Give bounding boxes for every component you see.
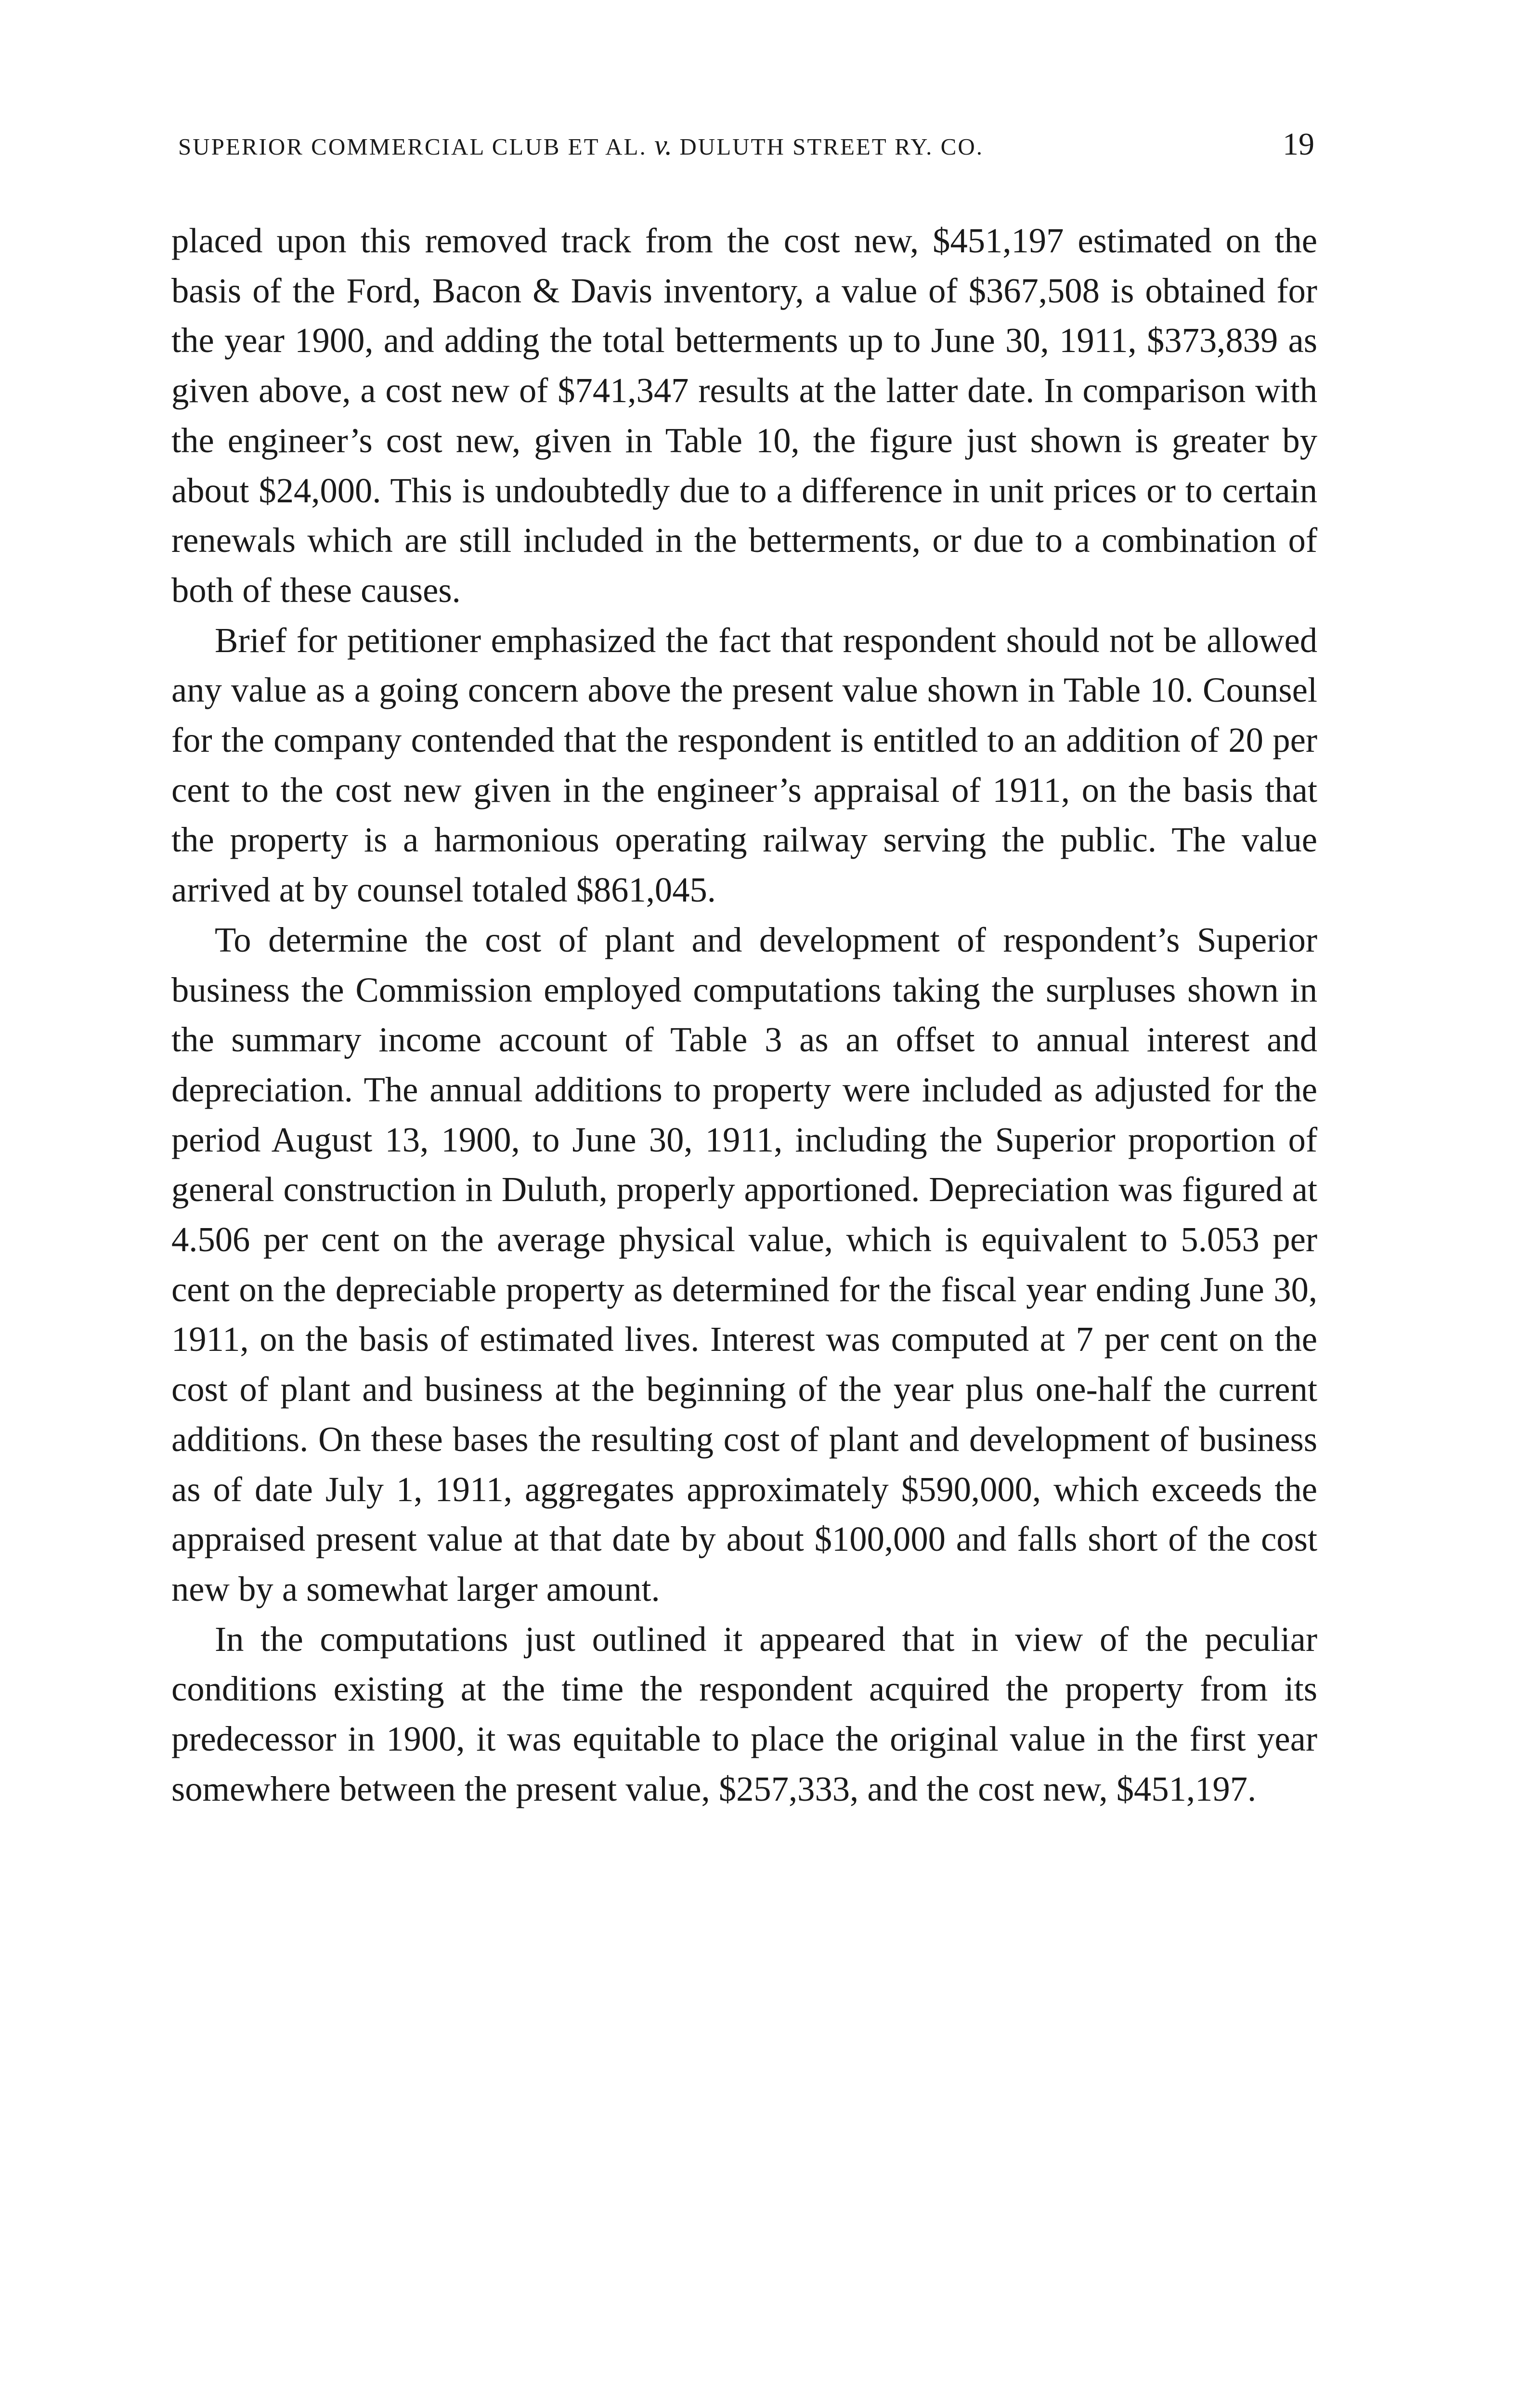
- paragraph-3: To determine the cost of plant and development of respondent’s Superior business the Commission employed computations taking the surpluses shown in the summary income account of Table 3 as an offset to annual interest and depreciation. The annual additions to property were included as adjusted for the period August 13, 1900, to June 30, 1911, including the Superior proportion of general construction in Duluth, properly apportioned. Depreciation was figured at 4.506 per cent on the average physical value, which is equivalent to 5.053 per cent on the depreciable property as determined for the fiscal year ending June 30, 1911, on the basis of estimated lives. Interest was computed at 7 per cent on the cost of plant and business at the beginning of the year plus one-half the current additions. On these bases the resulting cost of plant and development of business as of date July 1, 1911, aggregates approximately $590,000, which exceeds the appraised present value at that date by about $100,000 and falls short of the cost new by a somewhat larger amount.: [171, 920, 1317, 1609]
- title-part-2: DULUTH STREET RY. CO.: [672, 133, 984, 160]
- paragraph-1: placed upon this removed track from the cost new, $451,197 estimated on the basis of the Ford, Bacon & Davis inventory, a value of $367,508 is obtained for the year 1900, and adding the total betterments up to June 30, 1911, $373,839 as given above, a cost new of $741,347 results at the latter date. In comparison with the engineer’s cost new, given in Table 10, the figure just shown is greater by about $24,000. This is undoubtedly due to a difference in unit prices or to certain renewals which are still included in the betterments, or due to a combination of both of these causes.: [171, 221, 1317, 610]
- running-head: [178, 126, 1314, 174]
- title-part-1: SUPERIOR COMMERCIAL CLUB ET AL.: [178, 133, 654, 160]
- page-number: 19: [1283, 127, 1314, 162]
- title-versus: v.: [654, 129, 673, 161]
- running-head-title: [178, 129, 984, 162]
- body-text: [171, 216, 1317, 1814]
- paragraph-4: In the computations just outlined it appeared that in view of the peculiar conditions existing at the time the respondent acquired the property from its predecessor in 1900, it was equitable to place the original value in the first year somewhere between the present value, $257,333, and the cost new, $451,197.: [171, 1619, 1317, 1808]
- paragraph-2: Brief for petitioner emphasized the fact that respondent should not be allowed any value as a going concern above the present value shown in Table 10. Counsel for the company contended that the respondent is entitled to an addition of 20 per cent to the cost new given in the engineer’s appraisal of 1911, on the basis that the property is a harmonious operating railway serving the public. The value arrived at by counsel totaled $861,045.: [171, 620, 1317, 910]
